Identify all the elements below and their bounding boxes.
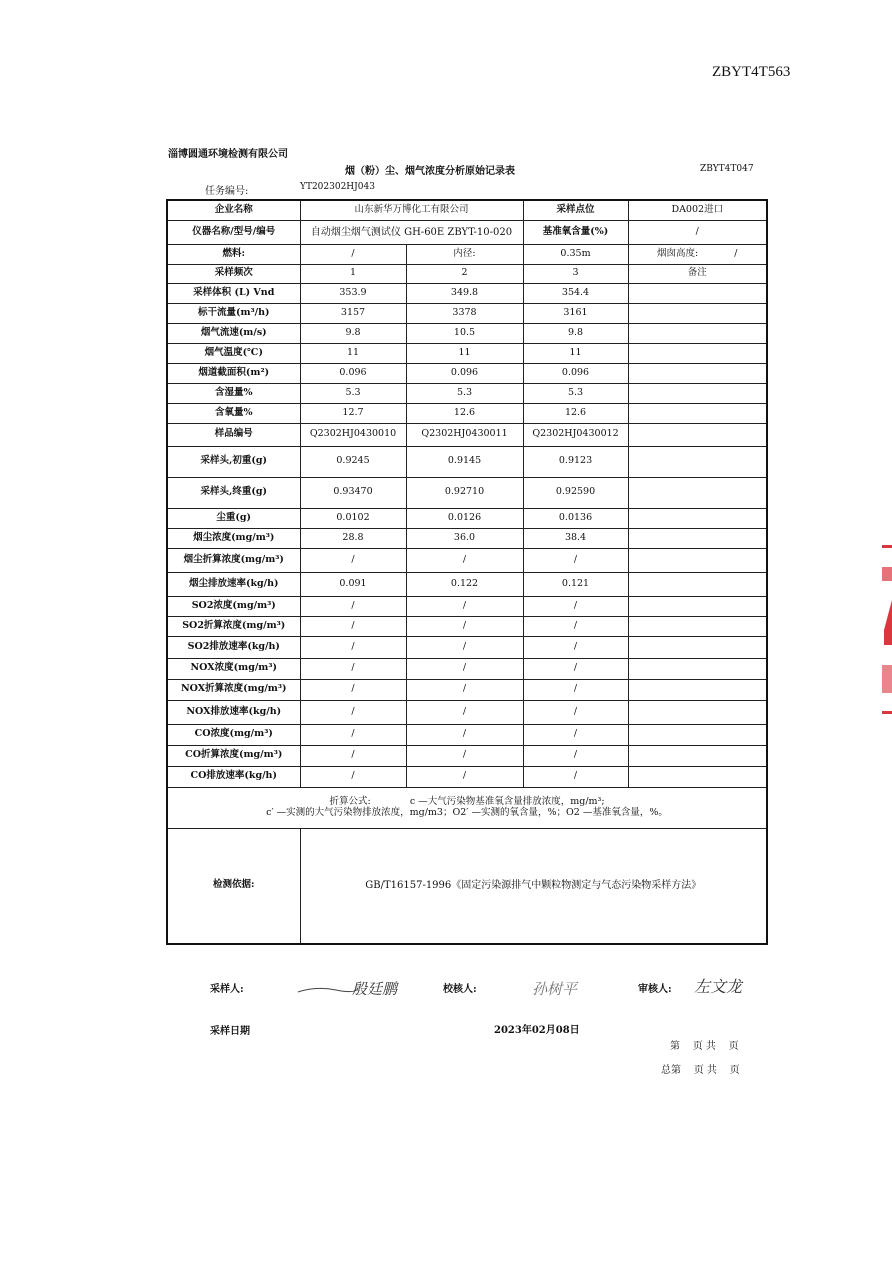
row-label: 烟气温度(℃) (167, 343, 300, 363)
row-value: Q2302HJ0430011 (406, 423, 523, 446)
formula-line-2: c′ —实测的大气污染物排放浓度，mg/m3；O2′ —实测的氧含量，%；O2 —基准氧含量，%。 (266, 806, 668, 818)
enterprise-value: 山东新华万博化工有限公司 (300, 200, 523, 220)
row-value: / (523, 616, 628, 636)
remark-cell (628, 700, 767, 724)
row-value: 0.091 (300, 572, 406, 596)
instrument-value: 自动烟尘烟气测试仪 GH-60E ZBYT-10-020 (300, 220, 523, 244)
remark-cell (628, 616, 767, 636)
remark-cell (628, 363, 767, 383)
row-label: NOX折算浓度(mg/m³) (167, 679, 300, 700)
row-value: / (300, 658, 406, 679)
row-label: NOX浓度(mg/m³) (167, 658, 300, 679)
record-table (166, 199, 768, 945)
task-number-label: 任务编号: (205, 186, 249, 197)
row-value: 0.096 (406, 363, 523, 383)
table-row (167, 616, 767, 636)
remark-cell (628, 343, 767, 363)
row-value: 11 (523, 343, 628, 363)
remark-cell (628, 446, 767, 477)
row-label: CO浓度(mg/m³) (167, 724, 300, 745)
row-value: 353.9 (300, 283, 406, 303)
table-row (167, 700, 767, 724)
inner-diameter-label: 内径: (406, 244, 523, 264)
sample-point-value: DA002进口 (628, 200, 767, 220)
row-value: 0.122 (406, 572, 523, 596)
base-oxygen-label: 基准氧含量(%) (523, 220, 628, 244)
reviewer-label: 审核人: (638, 984, 672, 995)
remark-cell (628, 303, 767, 323)
row-value: / (300, 636, 406, 658)
row-value: / (300, 700, 406, 724)
row-value: / (406, 616, 523, 636)
row-value: 10.5 (406, 323, 523, 343)
row-value: / (523, 745, 628, 766)
table-row (167, 477, 767, 508)
document-id: ZBYT4T563 (712, 64, 791, 80)
row-value: 28.8 (300, 528, 406, 548)
remark-cell (628, 508, 767, 528)
checker-signature (530, 972, 616, 1002)
table-row (167, 323, 767, 343)
row-value: 38.4 (523, 528, 628, 548)
frequency-2: 2 (406, 264, 523, 283)
table-row (167, 572, 767, 596)
frequency-3: 3 (523, 264, 628, 283)
row-value: Q2302HJ0430010 (300, 423, 406, 446)
instrument-row (167, 220, 767, 244)
row-value: / (300, 745, 406, 766)
row-value: / (523, 766, 628, 787)
row-value: 12.6 (523, 403, 628, 423)
sampler-signature-text: 殷廷鹏 (352, 980, 398, 998)
row-value: / (523, 596, 628, 616)
row-value: 9.8 (300, 323, 406, 343)
remark-cell (628, 548, 767, 572)
row-label: 标干流量(m³/h) (167, 303, 300, 323)
row-value: / (406, 679, 523, 700)
remark-cell (628, 383, 767, 403)
row-value: 36.0 (406, 528, 523, 548)
basis-value: GB/T16157-1996《固定污染源排气中颗粒物测定与气态污染物采样方法》 (300, 828, 767, 944)
enterprise-row (167, 200, 767, 220)
table-row (167, 363, 767, 383)
row-value: / (406, 548, 523, 572)
row-value: 349.8 (406, 283, 523, 303)
remark-cell (628, 572, 767, 596)
frequency-1: 1 (300, 264, 406, 283)
row-label: 采样头,终重(g) (167, 477, 300, 508)
row-value: / (523, 724, 628, 745)
row-value: / (406, 700, 523, 724)
table-row (167, 283, 767, 303)
row-label: NOX排放速率(kg/h) (167, 700, 300, 724)
total-page-number: 总第 页 共 页 (661, 1065, 740, 1076)
row-value: / (523, 700, 628, 724)
form-code: ZBYT4T047 (700, 164, 754, 174)
table-row (167, 658, 767, 679)
row-value: / (406, 724, 523, 745)
basis-row (167, 828, 767, 944)
remark-cell (628, 283, 767, 303)
row-value: / (300, 548, 406, 572)
row-value: / (523, 658, 628, 679)
row-value: 0.92590 (523, 477, 628, 508)
remark-cell (628, 766, 767, 787)
remark-cell (628, 636, 767, 658)
row-label: CO折算浓度(mg/m³) (167, 745, 300, 766)
row-value: / (406, 766, 523, 787)
frequency-row (167, 264, 767, 283)
row-value: 0.0126 (406, 508, 523, 528)
remark-cell (628, 596, 767, 616)
fuel-label: 燃料: (167, 244, 300, 264)
row-value: / (300, 724, 406, 745)
row-label: SO2排放速率(kg/h) (167, 636, 300, 658)
sampling-date-label: 采样日期 (210, 1026, 250, 1037)
task-number: YT202302HJ043 (300, 182, 375, 192)
table-row (167, 303, 767, 323)
table-row (167, 383, 767, 403)
row-value: 9.8 (523, 323, 628, 343)
table-row (167, 403, 767, 423)
fuel-row (167, 244, 767, 264)
chimney-height-label: 烟囱高度: (657, 247, 699, 259)
table-row (167, 548, 767, 572)
row-label: 样品编号 (167, 423, 300, 446)
row-label: 采样体积 (L) Vnd (167, 283, 300, 303)
remark-cell (628, 658, 767, 679)
row-value: 3161 (523, 303, 628, 323)
row-value: 0.096 (523, 363, 628, 383)
remark-cell (628, 423, 767, 446)
table-row (167, 446, 767, 477)
row-label: SO2折算浓度(mg/m³) (167, 616, 300, 636)
company-name: 淄博圆通环境检测有限公司 (168, 149, 288, 160)
checker-label: 校核人: (443, 984, 477, 995)
table-row (167, 343, 767, 363)
row-value: 5.3 (300, 383, 406, 403)
row-value: 5.3 (406, 383, 523, 403)
sampler-label: 采样人: (210, 984, 244, 995)
basis-label: 检测依据: (167, 828, 300, 944)
row-value: / (406, 745, 523, 766)
row-value: 11 (300, 343, 406, 363)
row-value: 3157 (300, 303, 406, 323)
row-value: / (523, 679, 628, 700)
row-label: 烟尘浓度(mg/m³) (167, 528, 300, 548)
red-seal-stamp (882, 545, 892, 715)
row-value: / (300, 596, 406, 616)
row-label: 烟道截面积(m²) (167, 363, 300, 383)
row-label: CO排放速率(kg/h) (167, 766, 300, 787)
table-row (167, 745, 767, 766)
table-row (167, 596, 767, 616)
row-value: 12.7 (300, 403, 406, 423)
row-value: 354.4 (523, 283, 628, 303)
row-label: 含氧量% (167, 403, 300, 423)
remark-cell (628, 477, 767, 508)
row-label: 含湿量% (167, 383, 300, 403)
row-value: 0.9145 (406, 446, 523, 477)
row-value: 0.93470 (300, 477, 406, 508)
remark-cell (628, 724, 767, 745)
reviewer-signature-text: 左文龙 (694, 977, 743, 996)
row-value: 0.0102 (300, 508, 406, 528)
chimney-height-value: / (734, 247, 738, 259)
instrument-label: 仪器名称/型号/编号 (167, 220, 300, 244)
formula-line-1: 折算公式: c —大气污染物基准氧含量排放浓度，mg/m³; (329, 796, 605, 808)
reviewer-signature (692, 970, 758, 1000)
row-value: / (523, 636, 628, 658)
remark-label: 备注 (628, 264, 767, 283)
formula-cell (167, 787, 767, 828)
row-value: / (300, 766, 406, 787)
remark-cell (628, 323, 767, 343)
row-value: 0.92710 (406, 477, 523, 508)
row-value: 5.3 (523, 383, 628, 403)
row-value: / (523, 548, 628, 572)
row-value: Q2302HJ0430012 (523, 423, 628, 446)
page-number: 第 页 共 页 (670, 1041, 739, 1052)
row-value: 0.0136 (523, 508, 628, 528)
table-row (167, 528, 767, 548)
row-value: / (406, 596, 523, 616)
sample-point-label: 采样点位 (523, 200, 628, 220)
row-value: 0.121 (523, 572, 628, 596)
row-label: 烟气流速(m/s) (167, 323, 300, 343)
remark-cell (628, 528, 767, 548)
row-value: / (300, 679, 406, 700)
inner-diameter-value: 0.35m (523, 244, 628, 264)
table-row (167, 766, 767, 787)
enterprise-label: 企业名称 (167, 200, 300, 220)
remark-cell (628, 745, 767, 766)
row-value: / (406, 636, 523, 658)
remark-cell (628, 403, 767, 423)
row-value: 0.9123 (523, 446, 628, 477)
row-label: 烟尘折算浓度(mg/m³) (167, 548, 300, 572)
row-value: 0.9245 (300, 446, 406, 477)
row-value: / (406, 658, 523, 679)
row-value: 3378 (406, 303, 523, 323)
form-title: 烟（粉）尘、烟气浓度分析原始记录表 (345, 166, 515, 177)
sampler-signature (296, 972, 408, 1002)
sampling-date: 2023年02月08日 (494, 1025, 580, 1036)
chimney-height (628, 244, 767, 264)
checker-signature-text: 孙树平 (532, 980, 578, 998)
table-row (167, 508, 767, 528)
row-label: 采样头,初重(g) (167, 446, 300, 477)
base-oxygen-value: / (628, 220, 767, 244)
frequency-label: 采样频次 (167, 264, 300, 283)
table-row (167, 636, 767, 658)
fuel-value: / (300, 244, 406, 264)
row-label: 烟尘排放速率(kg/h) (167, 572, 300, 596)
row-value: 11 (406, 343, 523, 363)
row-value: 12.6 (406, 403, 523, 423)
table-row (167, 423, 767, 446)
remark-cell (628, 679, 767, 700)
row-value: / (300, 616, 406, 636)
row-value: 0.096 (300, 363, 406, 383)
row-label: 尘重(g) (167, 508, 300, 528)
table-row (167, 724, 767, 745)
formula-row (167, 787, 767, 828)
table-row (167, 679, 767, 700)
row-label: SO2浓度(mg/m³) (167, 596, 300, 616)
